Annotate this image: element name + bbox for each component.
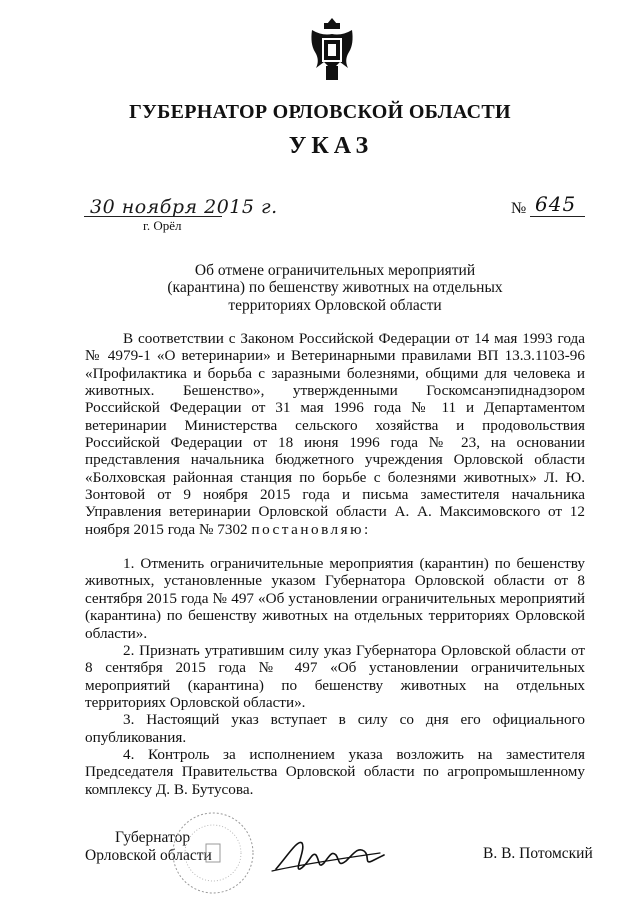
decree-date: 30 ноября 2015 г. (90, 196, 278, 218)
item-paragraph-1: 1. Отменить ограничительные мероприятия (карантин) по бешенству животных, установленные указом Губернатора Орловской области от 8 сентября 2015 года № 497 «Об установлении ограничительных мероприятий (карантина) по бешенству животных на отдельных территориях Орловской области». (85, 555, 585, 642)
governor-title: ГУБЕРНАТОР ОРЛОВСКОЙ ОБЛАСТИ (129, 101, 511, 123)
official-seal-icon (168, 808, 258, 898)
number-label: № (511, 200, 527, 217)
item-paragraph-3: 3. Настоящий указ вступает в силу со дня его официального опубликования. (85, 711, 585, 746)
subject-line: территориях Орловской области (228, 296, 442, 314)
resolution-keyword: постановляю: (251, 520, 371, 538)
date-underline (84, 216, 222, 217)
decree-heading: УКАЗ (288, 133, 374, 159)
decree-subject (165, 262, 505, 314)
decree-number: 645 (535, 192, 577, 216)
orel-region-coat-of-arms-icon (306, 14, 358, 84)
signatory-name: В. В. Потомский (483, 845, 593, 862)
handwritten-signature-icon (268, 825, 388, 885)
preamble-paragraph (85, 330, 585, 538)
position-line: Губернатор (115, 829, 191, 846)
position-line: Орловской области (85, 847, 212, 864)
preamble-text: В соответствии с Законом Российской Федерации от 14 мая 1993 года № 4979-1 «О ветеринарии» и Ветеринарными правилами ВП 13.3.1103-96 «Профилактика и борьба с заразными болезнями, общими для человека и животных. Бешенство», утвержденными Госкомсанэпиднадзором Российской Федерации от 31 мая 1996 года № 11 и Департаментом ветеринарии Министерства сельского хозяйства и продовольствия Российской Федерации от 18 июня 1996 года № 23, на основании представления начальника бюджетного учреждения Орловской области «Болховская районная станция по борьбе с болезнями животных» Л. Ю. Зонтовой от 9 ноября 2015 года и письма заместителя начальника Управления ветеринарии Орловской области А. А. Максимовского от 12 ноября 2015 года № 7302 (85, 330, 585, 538)
subject-line: Об отмене ограничительных мероприятий (194, 262, 476, 279)
item-paragraph-4: 4. Контроль за исполнением указа возложить на заместителя Председателя Правительства Орловской области по агропромышленному комплексу Д. В. Бутусова. (85, 745, 585, 798)
decree-body (85, 330, 585, 798)
subject-line: (карантина) по бешенству животных на отдельных (167, 279, 503, 297)
number-underline (530, 216, 585, 217)
item-paragraph-2: 2. Признать утратившим силу указ Губернатора Орловской области от 8 сентября 2015 года № 497 «Об установлении ограничительных мероприятий (карантина) по бешенству животных на отдельных территориях Орловской области». (85, 641, 585, 711)
issue-city: г. Орёл (143, 218, 182, 233)
